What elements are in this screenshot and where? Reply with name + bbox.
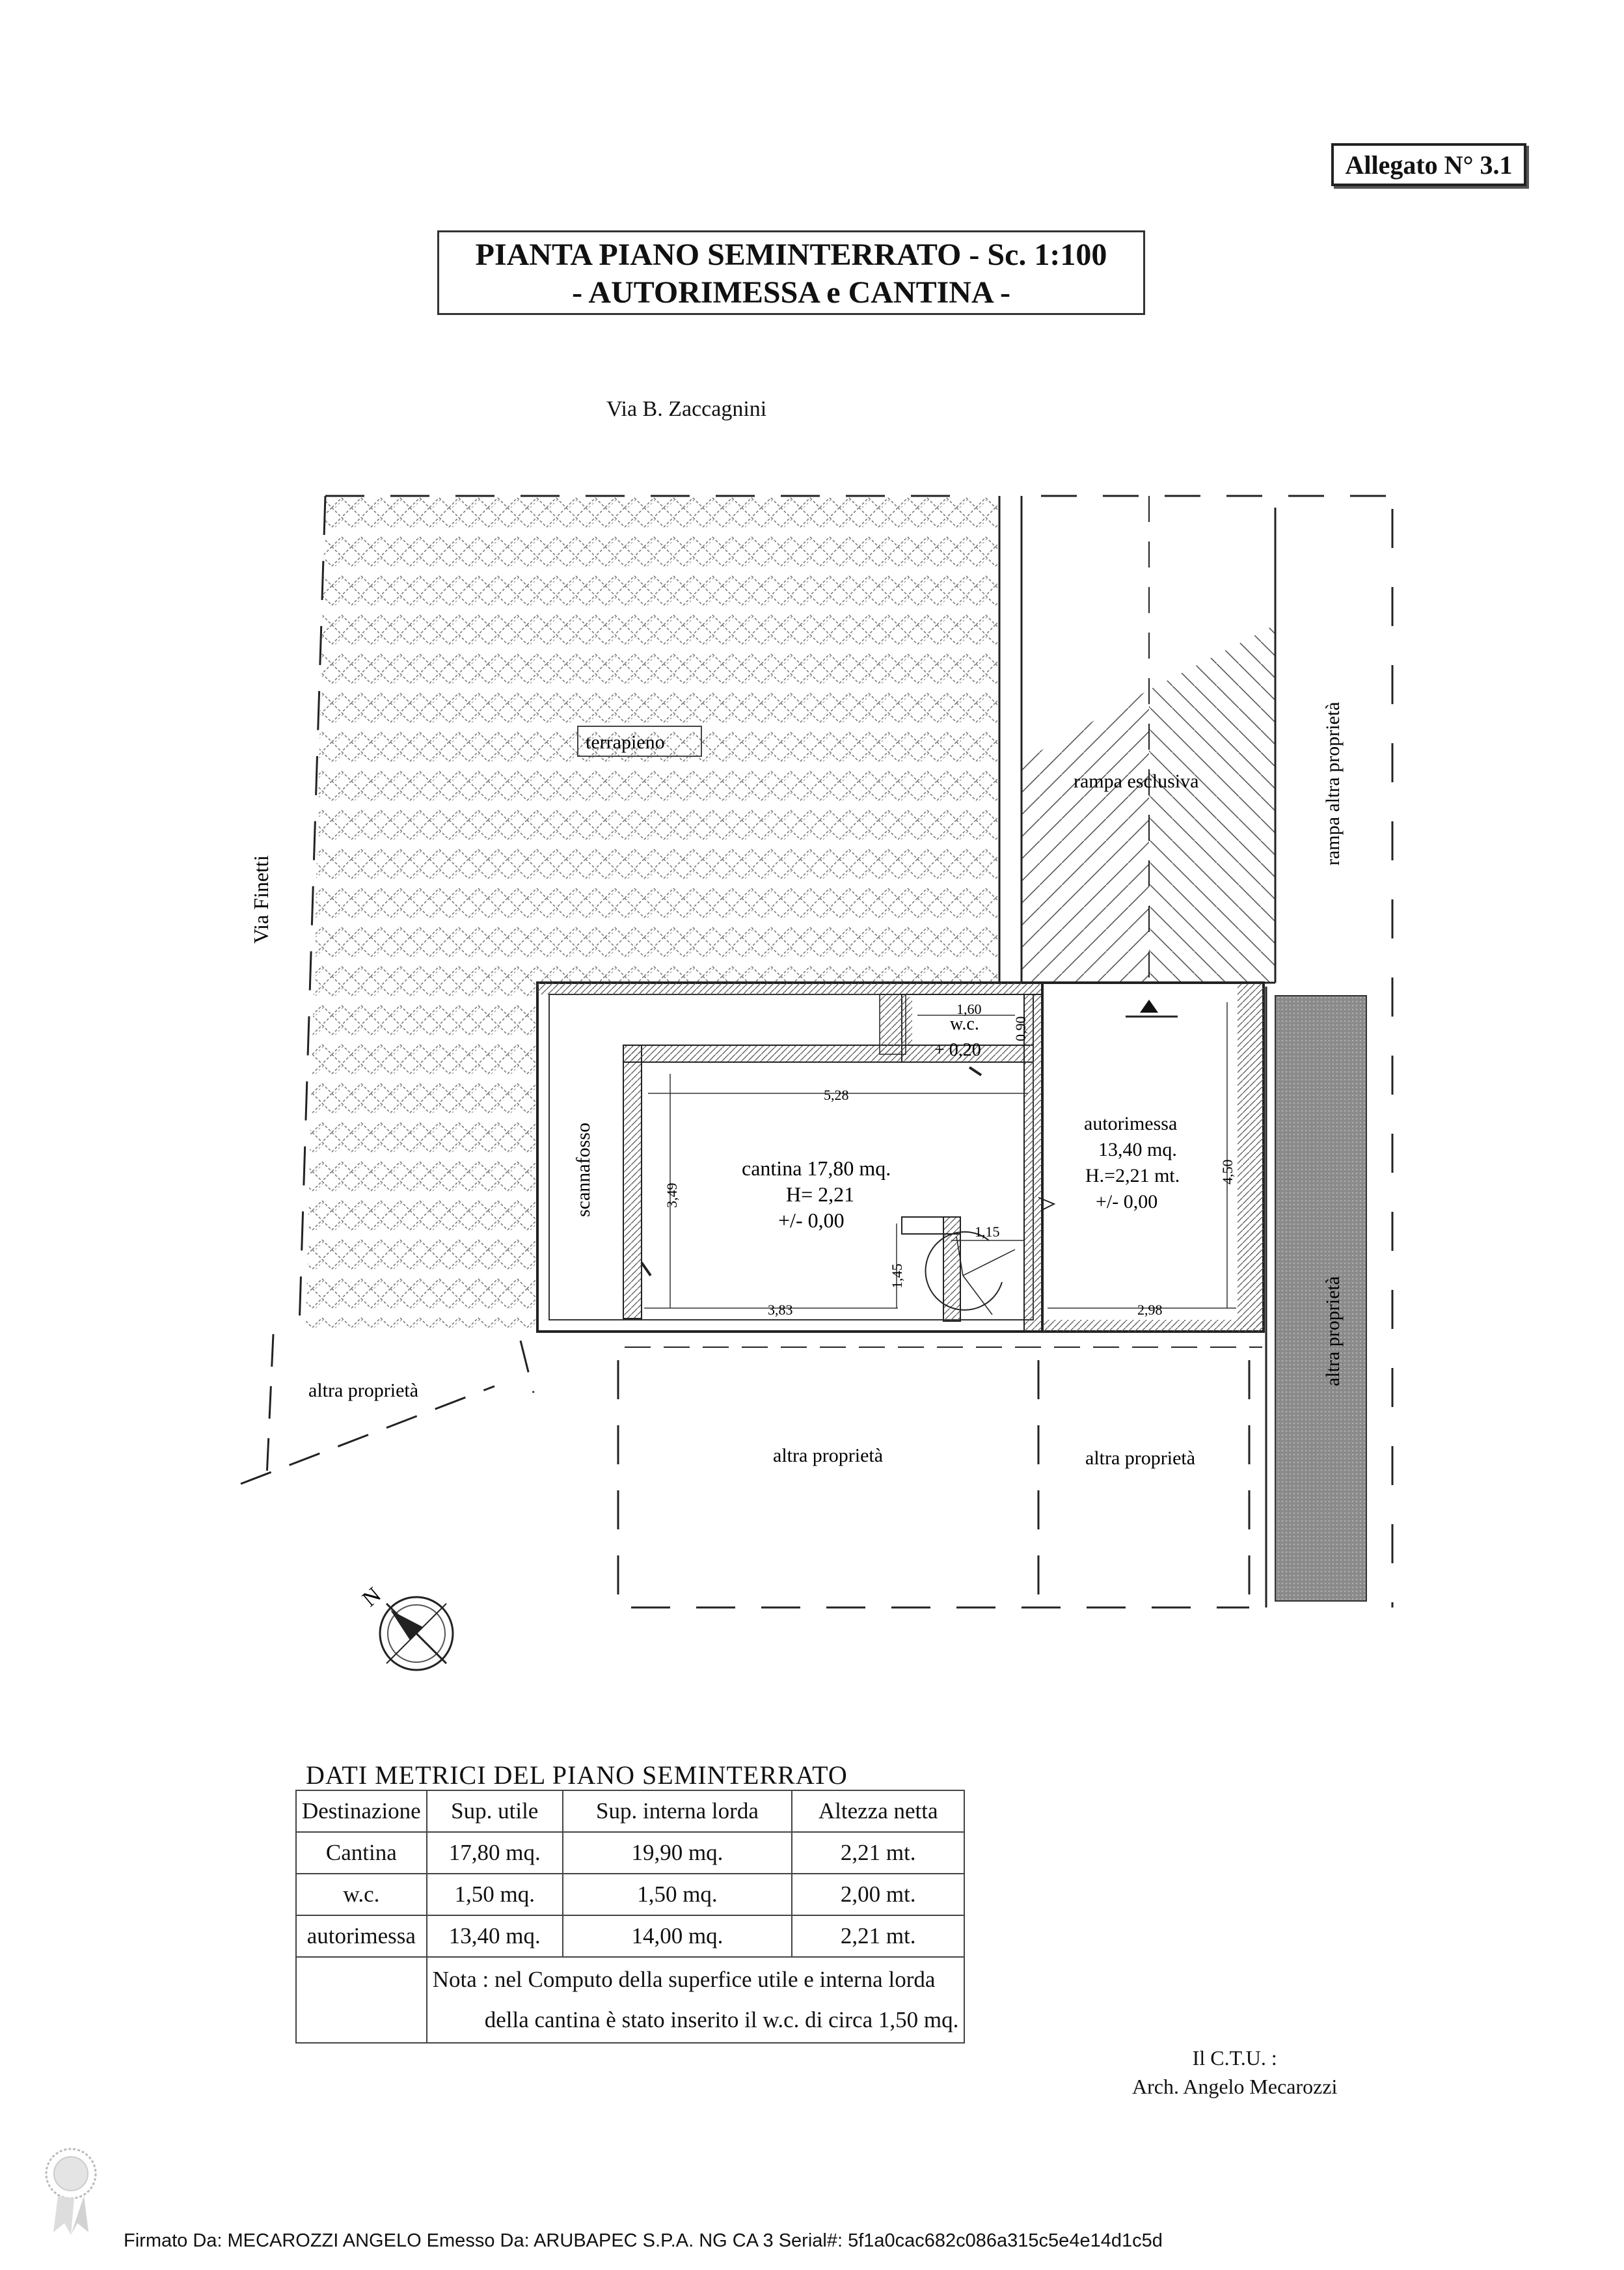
annex-number: Allegato N° 3.1	[1331, 143, 1526, 186]
table-cell: 1,50 mq.	[427, 1874, 563, 1915]
dim-wc-width: 1,60	[956, 1001, 982, 1017]
table-header: Destinazione	[296, 1790, 427, 1832]
label-terrapieno: terrapieno	[586, 732, 665, 753]
label-altra-proprieta-left: altra proprietà	[308, 1380, 419, 1401]
label-wc: w.c.	[950, 1014, 979, 1034]
table-cell: 17,80 mq.	[427, 1832, 563, 1874]
table-title: DATI METRICI DEL PIANO SEMINTERRATO	[306, 1760, 848, 1790]
dim-cantina-depth: 3,49	[664, 1183, 680, 1208]
ramp-area-right	[1149, 625, 1275, 983]
lower-property-outline	[618, 1360, 1249, 1607]
label-autorimessa-level: +/- 0,00	[1096, 1191, 1158, 1212]
table-cell: 2,21 mt.	[792, 1832, 964, 1874]
label-cantina-level: +/- 0,00	[778, 1209, 845, 1232]
dim-garage-depth: 4,50	[1219, 1159, 1236, 1184]
metric-table	[295, 1790, 965, 2044]
table-row	[296, 1832, 964, 1874]
digital-signature-footer: Firmato Da: MECAROZZI ANGELO Emesso Da: ARUBAPEC S.P.A. NG CA 3 Serial#: 5f1a0cac682c086a315c5e4e14d1c5d	[124, 2230, 1163, 2251]
street-label-top: Via B. Zaccagnini	[606, 397, 767, 421]
table-note	[427, 1957, 965, 2043]
table-cell: 2,00 mt.	[792, 1874, 964, 1915]
left-property-outline	[241, 1334, 534, 1484]
label-via-finetti: Via Finetti	[249, 855, 273, 944]
north-arrow-icon	[380, 1597, 453, 1670]
table-cell: 2,21 mt.	[792, 1915, 964, 1957]
table-cell: Cantina	[296, 1832, 427, 1874]
north-label: N	[358, 1583, 386, 1612]
label-cantina-area: cantina 17,80 mq.	[742, 1156, 891, 1180]
table-cell: autorimessa	[296, 1915, 427, 1957]
table-note-line1: Nota : nel Computo della superfice utile e interna lorda	[432, 1967, 936, 1992]
dim-garage-width: 2,98	[1137, 1302, 1163, 1318]
seal-icon	[35, 2141, 107, 2239]
ctu-signature-block	[1132, 2044, 1337, 2101]
table-cell: 14,00 mq.	[563, 1915, 792, 1957]
table-header: Sup. utile	[427, 1790, 563, 1832]
dim-wc-depth: 0,90	[1012, 1016, 1029, 1041]
ctu-title: Il C.T.U. :	[1192, 2046, 1277, 2070]
table-header: Altezza netta	[792, 1790, 964, 1832]
table-row	[296, 1874, 964, 1915]
dim-cantina-bottom: 3,83	[768, 1302, 793, 1318]
table-cell: 1,50 mq.	[563, 1874, 792, 1915]
label-autorimessa-area: 13,40 mq.	[1098, 1139, 1177, 1160]
label-autorimessa: autorimessa	[1084, 1113, 1178, 1134]
neighbour-strip	[1275, 996, 1366, 1601]
label-autorimessa-height: H.=2,21 mt.	[1085, 1165, 1180, 1186]
label-wc-level: + 0,20	[934, 1040, 981, 1060]
dim-stair-width: 1,15	[975, 1224, 1000, 1240]
table-header: Sup. interna lorda	[563, 1790, 792, 1832]
ramp-area-left	[1022, 690, 1149, 983]
terrapieno-area	[306, 495, 999, 1328]
table-cell: w.c.	[296, 1874, 427, 1915]
ctu-name: Arch. Angelo Mecarozzi	[1132, 2075, 1338, 2098]
dim-stair-depth: 1,45	[889, 1263, 905, 1289]
table-header-row	[296, 1790, 964, 1832]
label-rampa-esclusiva: rampa esclusiva	[1074, 771, 1199, 792]
spiral-stair	[926, 1232, 1002, 1310]
drawing-title-line2: - AUTORIMESSA e CANTINA -	[572, 275, 1010, 310]
table-row	[296, 1915, 964, 1957]
table-cell: 13,40 mq.	[427, 1915, 563, 1957]
table-note-row	[296, 1957, 964, 2043]
dim-cantina-width: 5,28	[824, 1087, 849, 1103]
table-cell: 19,90 mq.	[563, 1832, 792, 1874]
label-altra-proprieta-right: altra proprietà	[1085, 1447, 1196, 1469]
label-cantina-height: H= 2,21	[786, 1183, 855, 1206]
label-scannafosso: scannafosso	[573, 1123, 594, 1217]
label-rampa-altra: rampa altra proprietà	[1322, 702, 1344, 866]
label-altra-proprieta-center: altra proprietà	[773, 1445, 884, 1466]
table-note-line2: della cantina è stato inserito il w.c. di circa 1,50 mq.	[484, 2007, 959, 2032]
drawing-title-line1: PIANTA PIANO SEMINTERRATO - Sc. 1:100	[475, 238, 1107, 272]
label-altra-proprieta-strip: altra proprietà	[1322, 1276, 1344, 1386]
